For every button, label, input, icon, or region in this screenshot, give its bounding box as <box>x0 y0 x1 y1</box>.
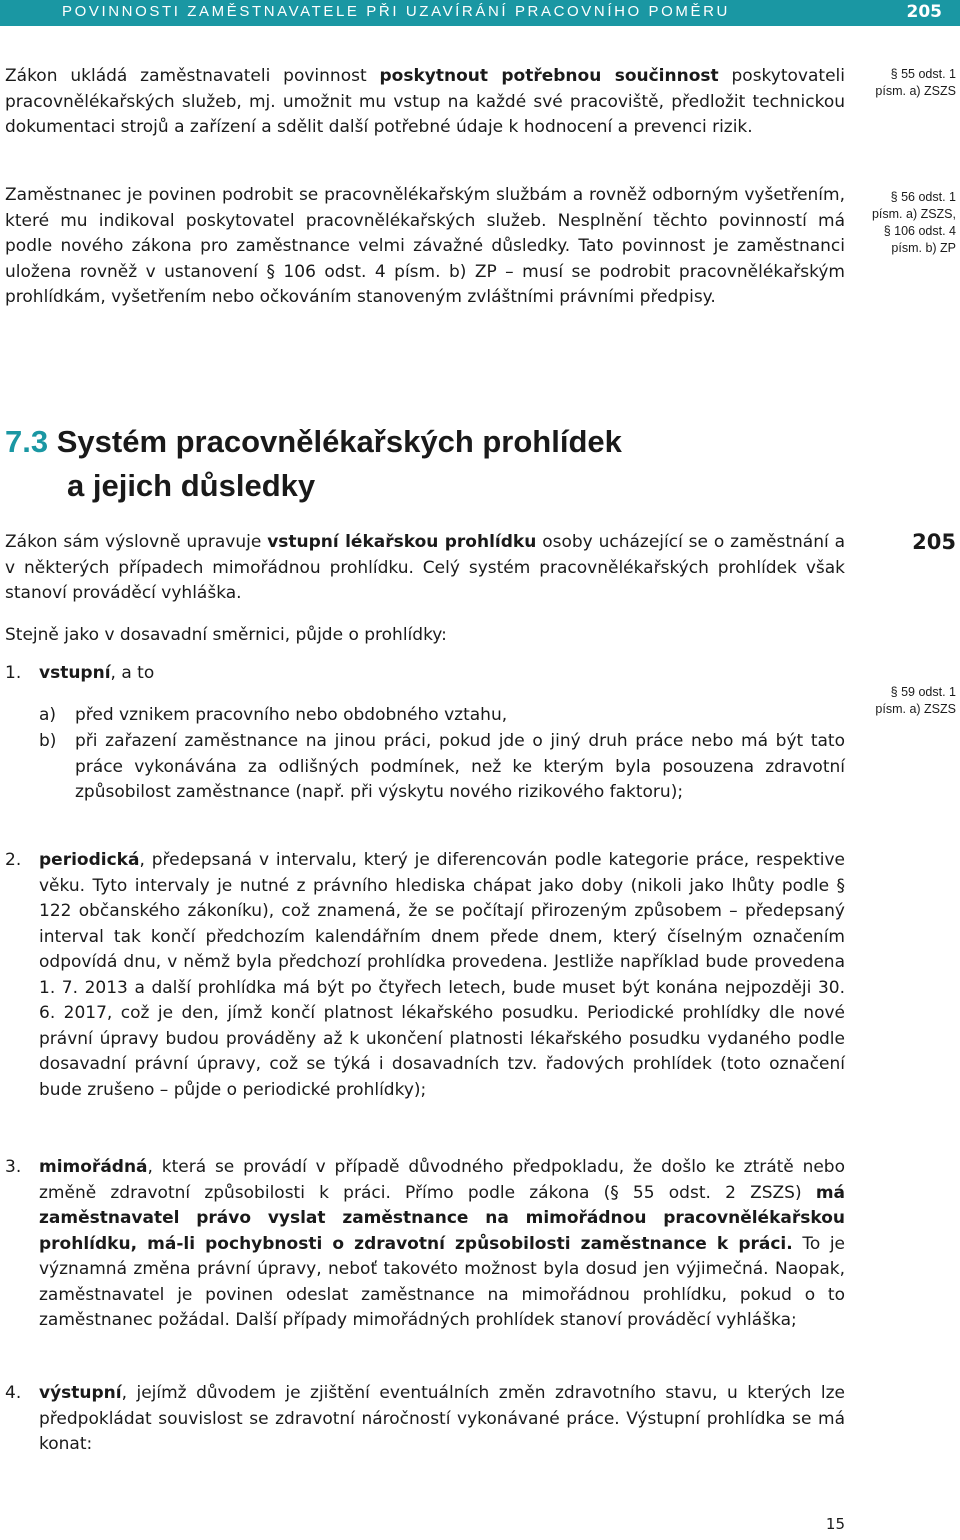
list-item-body <box>39 1381 845 1458</box>
running-header-page-number: 205 <box>906 2 942 22</box>
section-title-line: Systém pracovnělékařských prohlídek <box>48 424 622 459</box>
paragraph-employee-duty: Zaměstnanec je povinen podrobit se pracovnělékařským službám a rovněž odborným vyšetřením, které mu indikoval poskytovatel pracovnělékařských služeb. Nesplnění těchto povinností má podle nového zákona pro zaměstnance velmi závažné důsledky. Tato povinnost je zaměstnanci uložena rovněž v ustanovení § 106 odst. 4 písm. b) ZP – musí se podrobit pracovnělékařským prohlídkám, vyšetřením nebo očkováním stanoveným zvláštními právními předpisy. <box>5 185 845 307</box>
paragraph-emphasis: vstupní lékařskou prohlídku <box>267 532 537 552</box>
running-header-title: POVINNOSTI ZAMĚSTNAVATELE PŘI UZAVÍRÁNÍ PRACOVNÍHO POMĚRU <box>62 3 730 20</box>
sub-item-letter: b) <box>39 731 57 751</box>
list-item-number: 1. <box>5 663 22 683</box>
list-item-body <box>39 661 845 687</box>
list-item-text: To je významná změna právní úpravy, neboť takovéto možnost byla dosud jen výjimečná. Naopak, zaměstnavatel je povinen odeslat zaměstnance na mimořádnou prohlídku, pokud o to zaměstnanec požádal. Další případy mimořádných prohlídek stanoví prováděcí vyhláška; <box>39 1233 846 1330</box>
section-title-line: a jejich důsledky <box>67 468 316 503</box>
footer-page-number: 15 <box>825 1515 845 1533</box>
list-item-emphasis: má zaměstnavatel právo vyslat zaměstnance na mimořádnou pracovnělékařskou prohlídku, má-li pochybnosti o zdravotní způsobilosti zaměstnance k práci. <box>39 1182 845 1254</box>
list-item-number: 4. <box>5 1383 22 1403</box>
section-heading <box>5 420 845 508</box>
margin-note-line: § 59 odst. 1 <box>890 685 956 699</box>
paragraph-text: Zákon ukládá zaměstnavateli povinnost <box>5 66 380 86</box>
margin-note-line: § 56 odst. 1 <box>890 190 956 204</box>
paragraph-text: Zákon sám výslovně upravuje <box>5 532 268 552</box>
section-number: 7.3 <box>5 424 49 459</box>
sub-item-text: při zařazení zaměstnance na jinou práci, pokud jde o jiný druh práce nebo má být tato práce vykonávána za odlišných podmínek, než ke kterým byla posouzena zdravotní způsobilost zaměstnance (např. při výskytu nového rizikového faktoru); <box>75 731 845 802</box>
margin-note-line: § 106 odst. 4 <box>883 224 956 238</box>
list-item-text: , která se provádí v případě důvodného předpokladu, že došlo ke ztrátě nebo změně zdravotní způsobilosti k práci. Přímo podle zákona (§ 55 odst. 2 ZSZS) <box>39 1157 845 1203</box>
paragraph-list-intro: Stejně jako v dosavadní směrnici, půjde o prohlídky: <box>5 625 447 645</box>
margin-note-line: písm. a) ZSZS <box>875 84 956 98</box>
margin-note-55 <box>870 66 956 100</box>
paragraph-emphasis: poskytnout potřebnou součinnost <box>379 66 719 86</box>
list-item-text: , jejímž důvodem je zjištění eventuálních změn zdravotního stavu, u kterých lze předpokládat souvislost se zdravotní náročností vykonávané práce. Výstupní prohlídka se má konat: <box>39 1383 845 1454</box>
list-item-term: mimořádná <box>39 1157 148 1177</box>
running-header <box>0 0 960 26</box>
sub-item-letter: a) <box>39 705 57 725</box>
margin-note-line: písm. a) ZSZS <box>875 702 956 716</box>
sub-item-text: před vznikem pracovního nebo obdobného vztahu, <box>75 705 508 725</box>
margin-note-line: písm. a) ZSZS, <box>871 207 956 221</box>
list-item-body <box>39 1155 845 1334</box>
margin-note-59 <box>870 684 956 718</box>
paragraph-text: poskytovateli pracovnělékařských služeb, mj. umožnit mu vstup na každé své pracoviště, předložit technickou dokumentaci strojů a zařízení a sdělit další potřebné údaje k hodnocení a prevenci rizik. <box>5 66 845 137</box>
list-item-number: 3. <box>5 1157 22 1177</box>
list-item-term: periodická <box>39 850 140 870</box>
paragraph-cooperation <box>5 64 845 141</box>
list-item-text: , a to <box>110 663 155 683</box>
list-item-term: vstupní <box>39 663 111 683</box>
list-item-body <box>39 848 845 1103</box>
list-item-term: výstupní <box>39 1383 122 1403</box>
paragraph-text: osoby ucházející se o zaměstnání a v některých případech mimořádnou prohlídku. Celý systém pracovnělékařských prohlídek však stanoví prováděcí vyhláška. <box>5 532 845 603</box>
list-item-number: 2. <box>5 850 22 870</box>
margin-note-line: § 55 odst. 1 <box>890 67 956 81</box>
margin-note-56-106 <box>870 189 956 257</box>
list-item-text: , předepsaná v intervalu, který je diferencován podle kategorie práce, respektive věku. Tyto intervaly je nutné z právního hlediska chápat jako doby (nikoli jako lhůty podle § 122 občanského zákoníku), což znamená, že se počítají přirozeným způsobem – předepsaný interval tak končí předchozím kalendářním dnem přede dnem, který číselným označením odpovídá dnu, v němž byla předchozí prohlídka provedena. Jestliže například bude provedena 1. 7. 2013 a další prohlídka má být po čtyřech letech, bude muset být konána nejpozději 30. 6. 2017, což je den, jímž končí platnost lékařského posudku. Periodické prohlídky dle nové právní úpravy budou prováděny až k ukončení platnosti lékařského posudku vydaného podle dosavadní právní úpravy, což se týká i dosavadních tzv. řadových prohlídek (toto označení bude zrušeno – půjde o periodické prohlídky); <box>39 850 845 1100</box>
paragraph-entry-exam <box>5 530 845 607</box>
margin-paragraph-number: 205 <box>912 530 956 554</box>
margin-note-line: písm. b) ZP <box>891 241 956 255</box>
